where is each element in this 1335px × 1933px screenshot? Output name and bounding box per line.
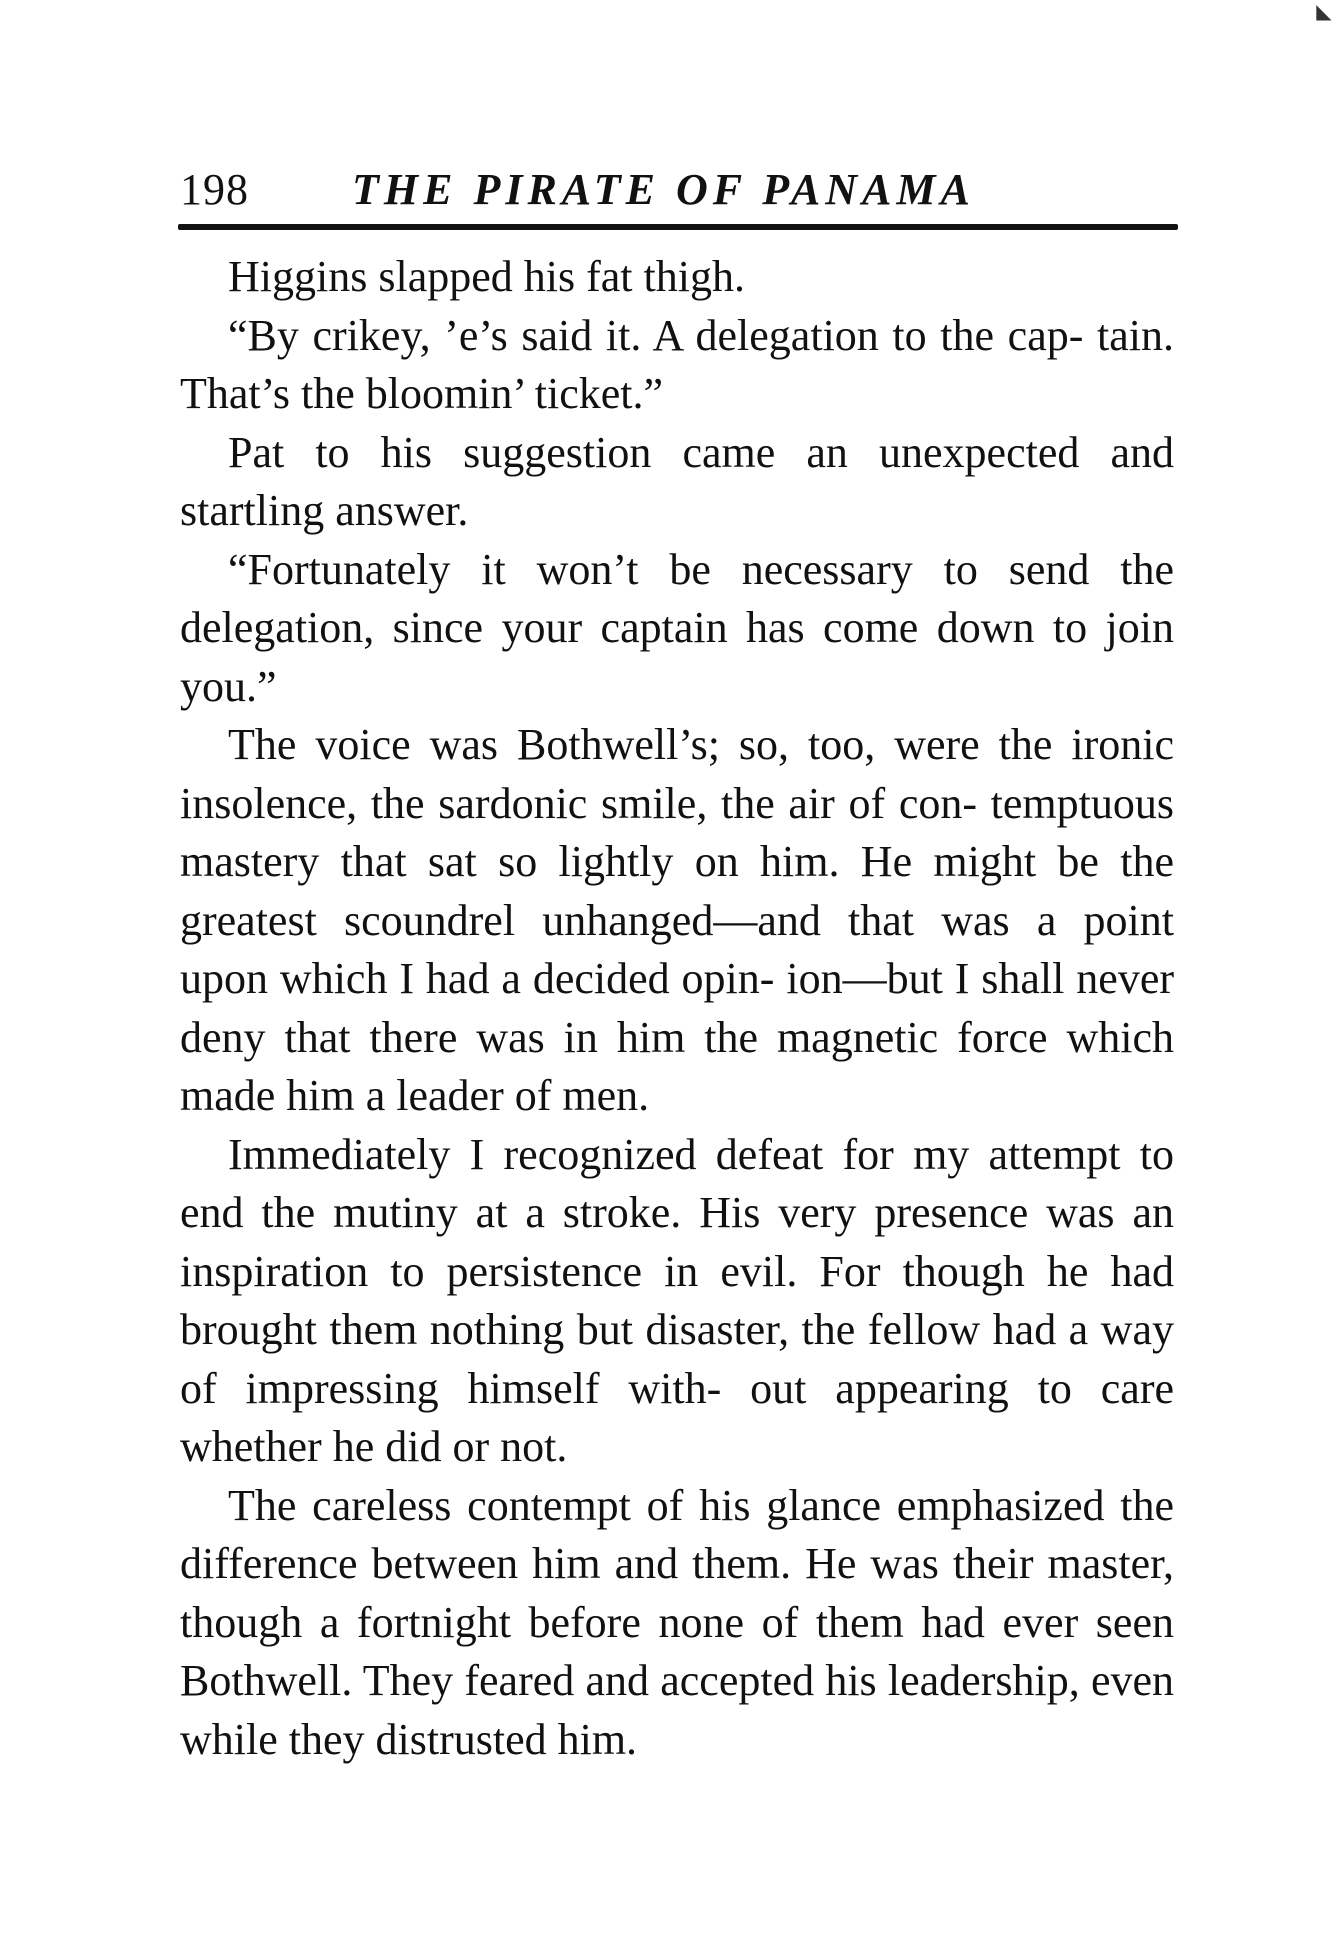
page-header [180,160,1180,220]
page-number: 198 [180,165,249,214]
header-rule [178,224,1178,230]
paragraph-2: “By crikey, ’e’s said it. A delegation to the cap- tain. That’s the bloomin’ ticket.” [180,310,1174,418]
corner-mark-icon: ◣ [1316,0,1332,23]
paragraph-1: Higgins slapped his fat thigh. [228,252,745,301]
running-title: THE PIRATE OF PANAMA [352,165,975,214]
body-text [180,248,1174,1769]
paragraph-5: The voice was Bothwell’s; so, too, were the ironic insolence, the sardonic smile, the air of con- temptuous mastery that sat so lightly on him. He might be the greatest scoundrel unhanged—and that was a point upon which I had a decided opin- ion—but I shall never deny that there was in him the magnetic force which made him a leader of men. [180,720,1174,1120]
paragraph-7: The careless contempt of his glance emphasized the difference between him and them. He was their master, though a fortnight before none of them had ever seen Bothwell. They feared and accepted his leadership, even while they distrusted him. [180,1480,1174,1764]
paragraph-3: Pat to his suggestion came an unexpected and startling answer. [180,427,1174,535]
paragraph-4: “Fortunately it won’t be necessary to send the delegation, since your captain has come down to join you.” [180,544,1174,711]
paragraph-6: Immediately I recognized defeat for my attempt to end the mutiny at a stroke. His very presence was an inspiration to persistence in evil. For though he had brought them nothing but disaster, the fellow had a way of impressing himself with- out appearing to care whether he did or not. [180,1129,1174,1471]
